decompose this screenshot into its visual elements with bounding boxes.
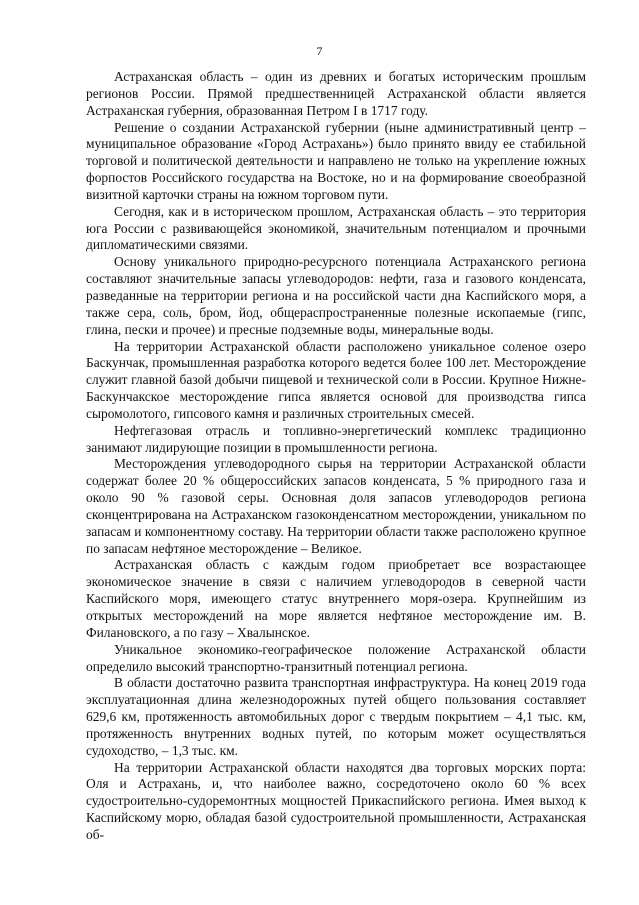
page-number: 7 [316,44,323,58]
paragraph-resources: Основу уникального природно-ресурсного потенциала Астраханского региона составляют значительные запасы углеводородов: нефти, газа и газового конденсата, разведанные на территории региона и на российской части дна Каспийского моря, а также сера, соль, бром, йод, общераспространенные полезные ископаемые (гипс, глина, пески и прочее) и пресные подземные воды, минеральные воды. [86,254,586,337]
paragraph-geography: Уникальное экономико-географическое положение Астраханской области определило высокий транспортно-транзитный потенциал региона. [86,641,586,674]
body-text [86,69,586,844]
paragraph-transport: В области достаточно развита транспортная инфраструктура. На конец 2019 года эксплуатационная длина железнодорожных путей общего пользования составляет 629,6 км, протяженность автомобильных дорог с твердым покрытием – 4,1 тыс. км, протяженность внутренних водных путей, по которым может осуществляться судоходство, – 1,3 тыс. км. [86,675,586,758]
paragraph-baskunchak: На территории Астраханской области расположено уникальное соленое озеро Баскунчак, промышленная разработка которого ведется более 100 лет. Месторождение служит главной базой добычи пищевой и технической соли в России. Крупное Нижне-Баскунчакское месторождение гипса является основой для производства гипса сыромолотого, гипсового камня и различных строительных смесей. [86,338,586,421]
paragraph-ports: На территории Астраханской области находятся два торговых морских порта: Оля и Астрахань, и, что наиболее важно, сосредоточено около 60 % всех судостроительно-судоремонтных мощностей Прикаспийского региона. Имея выход к Каспийскому морю, обладая базой судостроительной промышленности, Астраханская об- [86,759,586,842]
paragraph-hydrocarbon-deposits: Месторождения углеводородного сырья на территории Астраханской области содержат более 20 % общероссийских запасов конденсата, 5 % природного газа и около 90 % газовой серы. Основная доля запасов углеводородов региона сконцентрирована на Астраханском газоконденсатном месторождении, уникальном по запасам и компонентному составу. На территории области также расположено крупное по запасам нефтяное месторождение – Великое. [86,456,586,556]
paragraph-history: Астраханская область – один из древних и богатых историческим прошлым регионов России. Прямой предшественницей Астраханской области является Астраханская губерния, образованная Петром I в 1717 году. [86,69,586,118]
paragraph-today: Сегодня, как и в историческом прошлом, Астраханская область – это территория юга России с развивающейся экономикой, значительным потенциалом и прочными дипломатическими связями. [86,203,586,253]
paragraph-oil-gas-industry: Нефтегазовая отрасль и топливно-энергетический комплекс традиционно занимают лидирующие позиции в промышленности региона. [86,422,586,455]
paragraph-governorate: Решение о создании Астраханской губернии (ныне административный центр – муниципальное образование «Город Астрахань») было принято ввиду ее стабильной торговой и политической деятельности и направлено не только на укрепление южных форпостов Российского государства на Востоке, но и на формирование своеобразной визитной карточки страны на южном торговом пути. [86,119,586,202]
paragraph-caspian-shelf: Астраханская область с каждым годом приобретает все возрастающее экономическое значение в связи с наличием углеводородов в северной части Каспийского моря, имеющего статус внутреннего моря-озера. Крупнейшим из открытых месторождений на море является нефтяное месторождение им. В. Филановского, а по газу – Хвалынское. [86,557,586,640]
